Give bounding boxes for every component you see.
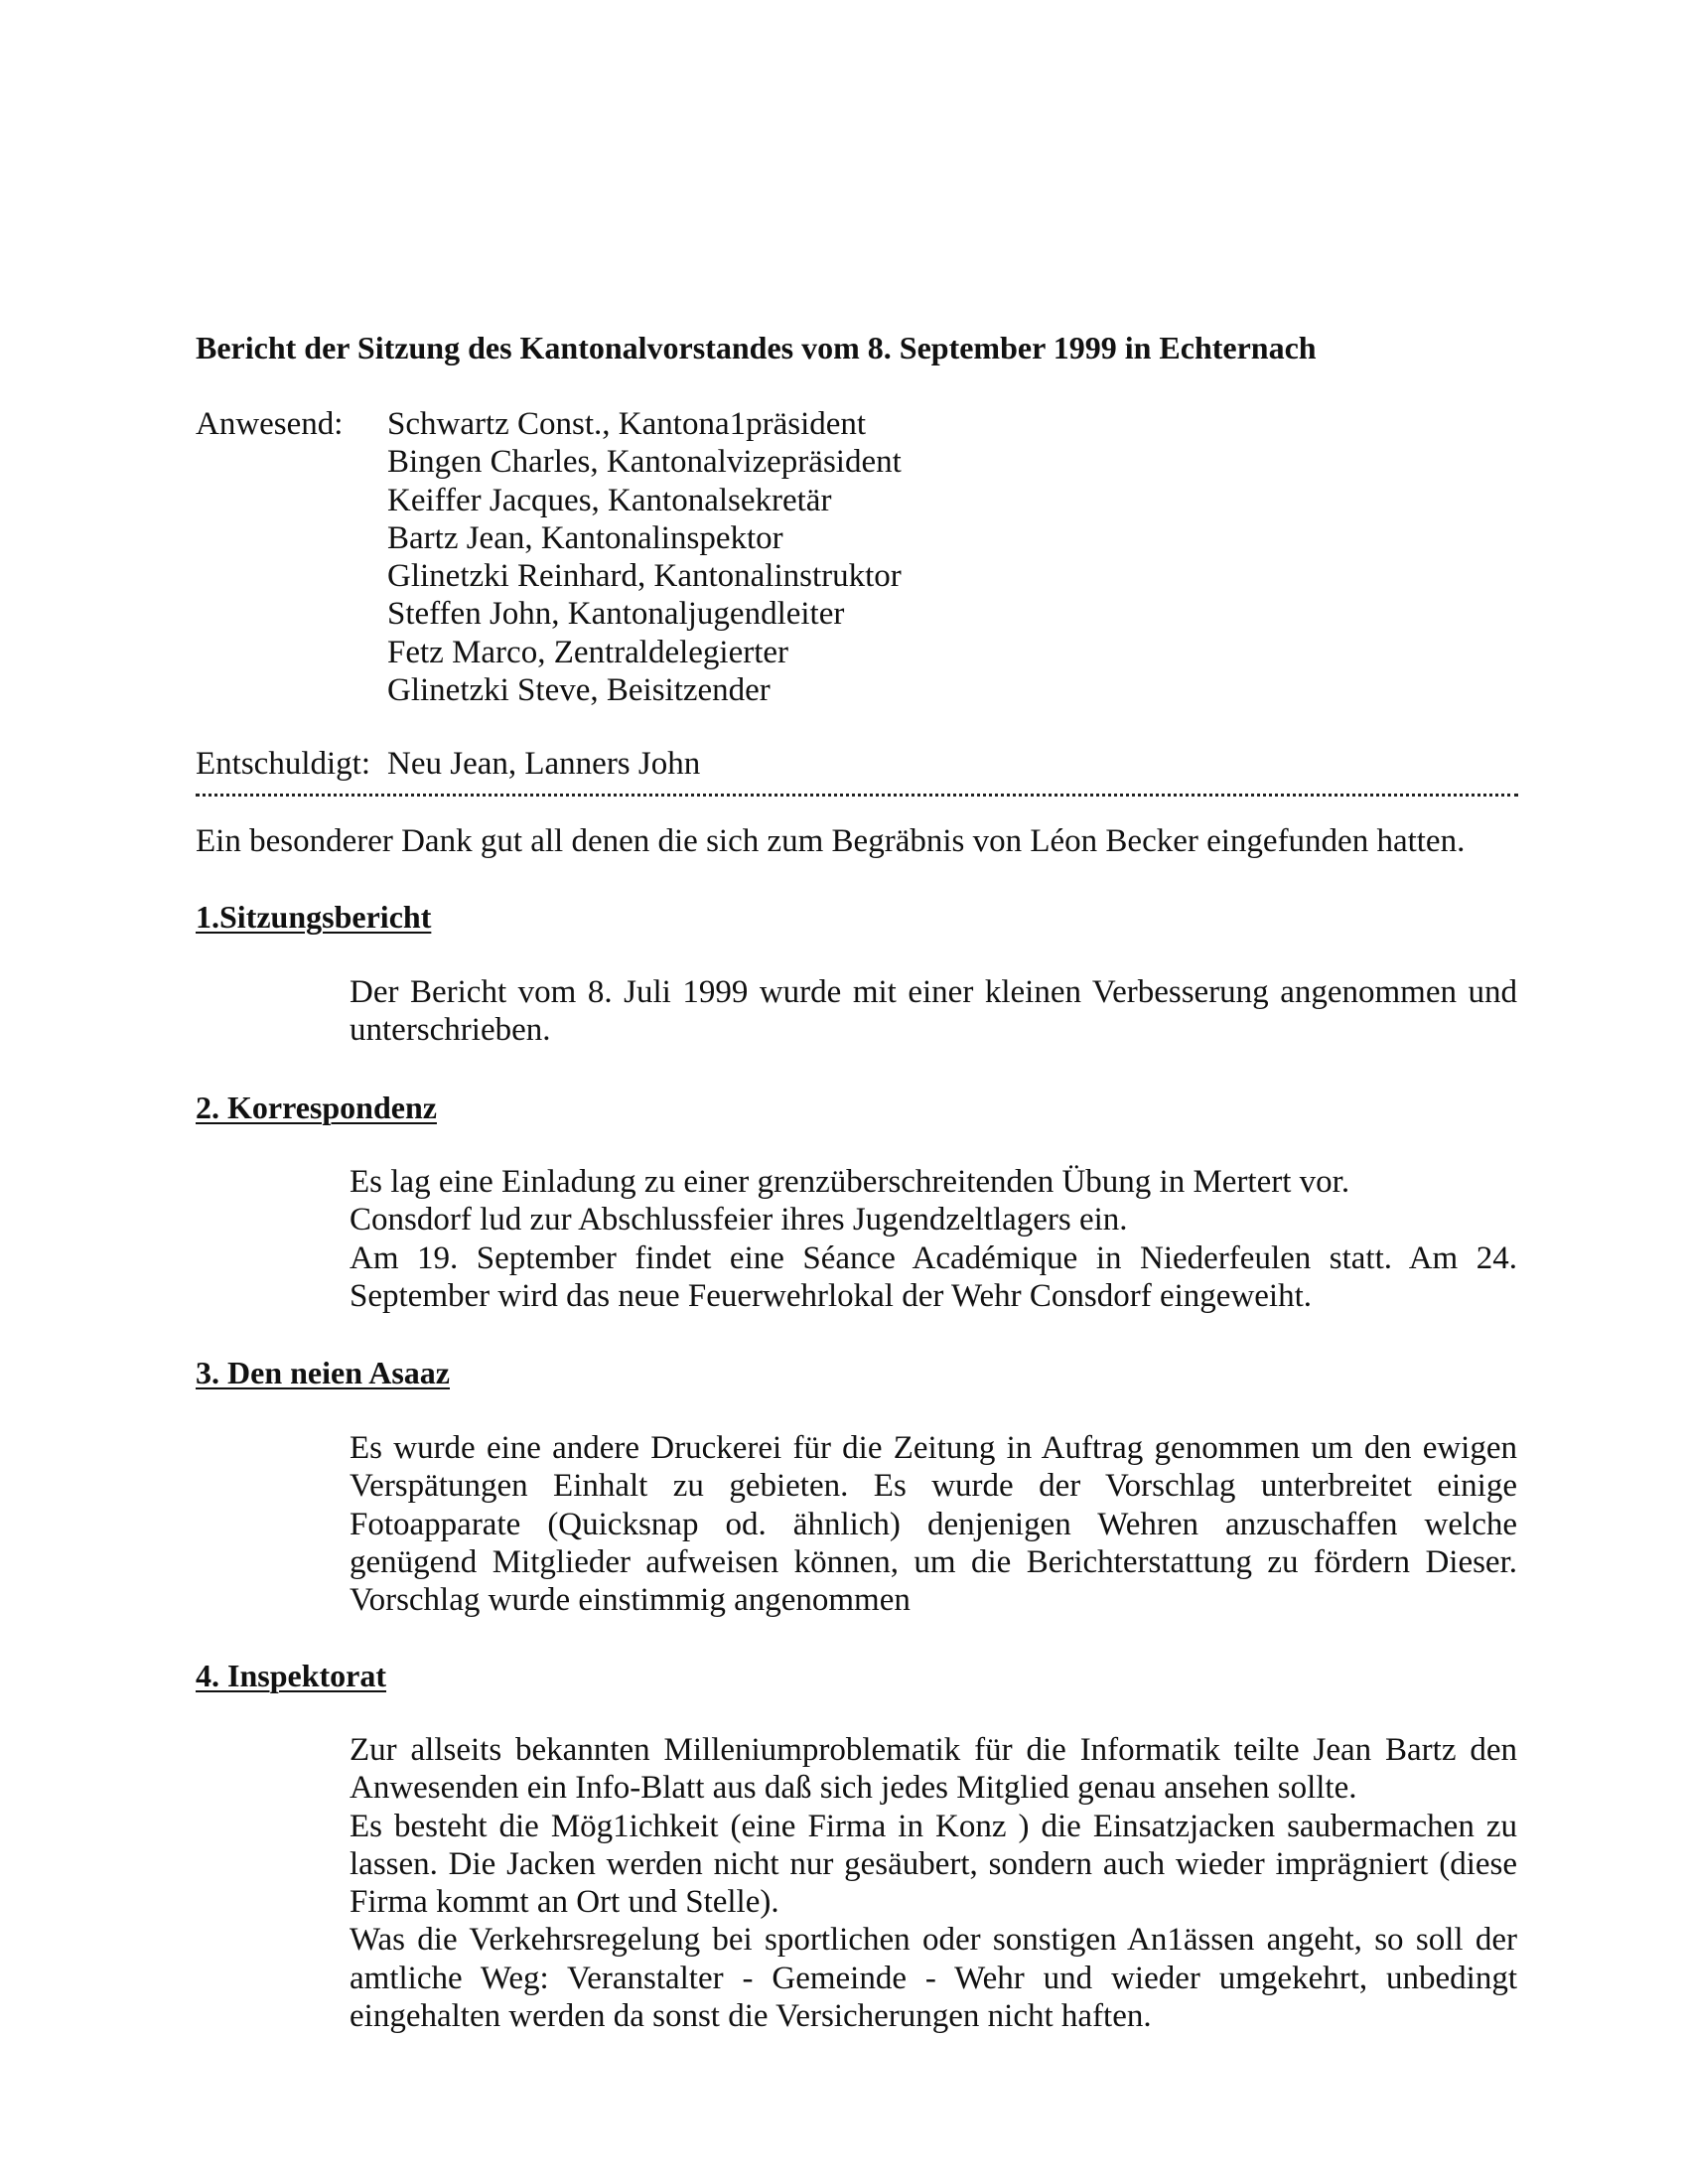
excused-label: Entschuldigt: [196,746,370,782]
text-line: Am 19. September findet eine Séance Académique in Niederfeulen statt. Am 24. [350,1239,1517,1276]
text-line: Was die Verkehrsregelung bei sportlichen oder sonstigen An1ässen angeht, so soll der [350,1922,1517,1959]
text-line: Firma kommt an Ort und Stelle). [350,1884,779,1921]
section-body-den-neien-asaaz [350,1429,1517,1619]
excused-names: Neu Jean, Lanners John [387,746,701,782]
present-label: Anwesend: [196,406,344,442]
text-line: amtliche Weg: Veranstalter - Gemeinde - Wehr und wieder umgekehrt, unbedingt [350,1960,1517,1996]
attendee-item: Schwartz Const., Kantona1präsident [387,406,867,442]
text-line: genügend Mitglieder aufweisen können, um die Berichterstattung zu fördern Dieser. [350,1543,1517,1580]
text-line: September wird das neue Feuerwehrlokal der Wehr Consdorf eingeweiht. [350,1277,1313,1314]
text-line: Fotoapparate (Quicksnap od. ähnlich) denjenigen Wehren anzuschaffen welche [350,1506,1517,1542]
text-line: lassen. Die Jacken werden nicht nur gesäubert, sondern auch wieder imprägniert (diese [350,1845,1517,1882]
report-title: Bericht der Sitzung des Kantonalvorstandes vom 8. September 1999 in Echternach [196,330,1317,365]
attendee-item: Keiffer Jacques, Kantonalsekretär [387,482,832,518]
section-body-korrespondenz [350,1163,1517,1315]
attendee-item: Steffen John, Kantonaljugendleiter [387,596,845,633]
section-body-inspektorat [350,1731,1517,2035]
attendee-item: Bartz Jean, Kantonalinspektor [387,519,783,556]
text-line: Verspätungen Einhalt zu gebieten. Es wurde der Vorschlag unterbreitet einige [350,1468,1517,1505]
text-line: Anwesenden ein Info-Blatt aus daß sich jedes Mitglied genau ansehen sollte. [350,1770,1357,1807]
attendee-item: Fetz Marco, Zentraldelegierter [387,634,789,670]
text-line: Es wurde eine andere Druckerei für die Zeitung in Auftrag genommen um den ewigen [350,1430,1517,1466]
section-heading-sitzungsbericht: 1.Sitzungsbericht [196,899,432,935]
text-line: Der Bericht vom 8. Juli 1999 wurde mit einer kleinen Verbesserung angenommen und [350,974,1517,1010]
section-heading-inspektorat: 4. Inspektorat [196,1658,387,1693]
intro-text: Ein besonderer Dank gut all denen die sich zum Begräbnis von Léon Becker eingefunden hatten. [196,823,1466,859]
text-line: Es besteht die Mög1ichkeit (eine Firma in Konz ) die Einsatzjacken saubermachen zu [350,1808,1517,1844]
section-heading-den-neien-asaaz: 3. Den neien Asaaz [196,1355,450,1390]
text-line: Vorschlag wurde einstimmig angenommen [350,1582,911,1619]
text-line: unterschrieben. [350,1012,551,1049]
attendee-item: Glinetzki Reinhard, Kantonalinstruktor [387,558,902,595]
attendee-item: Bingen Charles, Kantonalvizepräsident [387,444,902,481]
text-line: Es lag eine Einladung zu einer grenzüberschreitenden Übung in Mertert vor. [350,1164,1350,1200]
text-line: Zur allseits bekannten Milleniumproblematik für die Informatik teilte Jean Bartz den [350,1732,1517,1768]
attendee-item: Glinetzki Steve, Beisitzender [387,672,771,709]
section-body-sitzungsbericht [350,973,1517,1050]
attendee-list [387,405,902,709]
text-line: Consdorf lud zur Abschlussfeier ihres Jugendzeltlagers ein. [350,1202,1128,1238]
text-line: eingehalten werden da sonst die Versicherungen nicht haften. [350,1998,1152,2035]
section-heading-korrespondenz: 2. Korrespondenz [196,1090,437,1125]
dotted-divider [196,794,1518,797]
